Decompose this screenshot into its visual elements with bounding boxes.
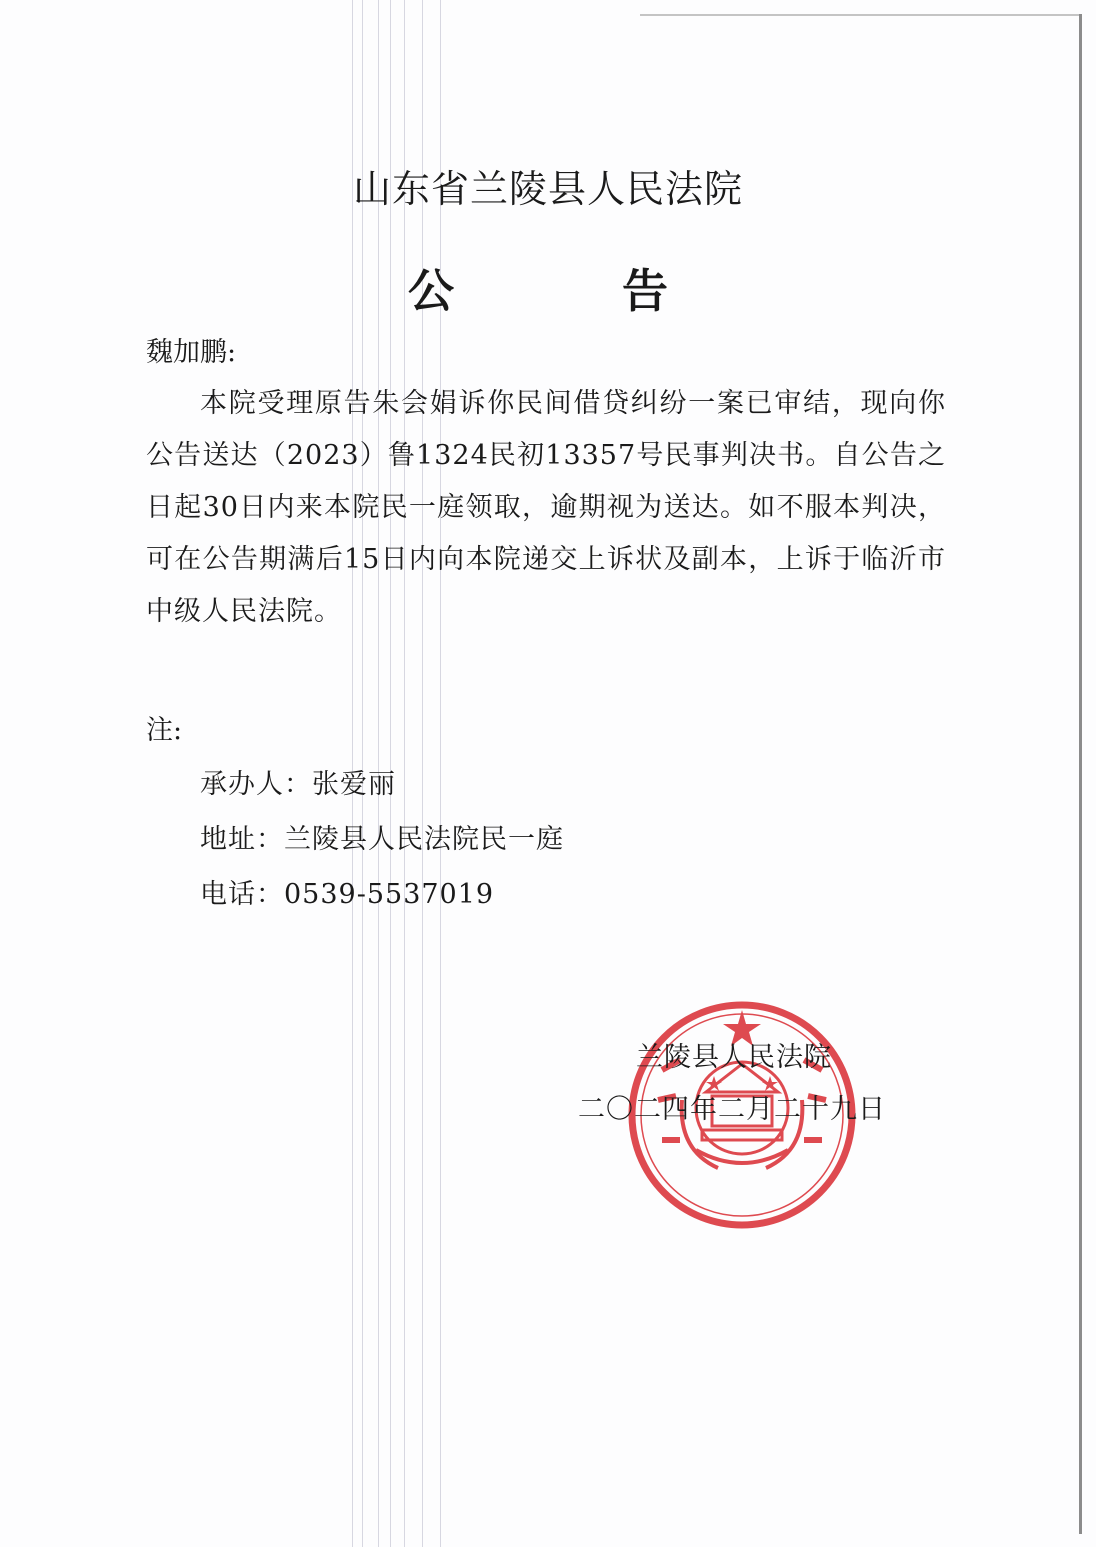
signature-court: 兰陵县人民法院 — [636, 1042, 832, 1073]
court-title: 山东省兰陵县人民法院 — [352, 167, 743, 211]
note-phone: 电话：0539-5537019 — [200, 879, 495, 910]
note-label: 注: — [146, 715, 183, 746]
signature-date: 二〇二四年二月二十九日 — [578, 1094, 886, 1125]
note-handler: 承办人：张爱丽 — [200, 769, 396, 800]
notice-body: 本院受理原告朱会娟诉你民间借贷纠纷一案已审结，现向你公告送达（2023）鲁1324民初13357号民事判决书。自公告之日起30日内来本院民一庭领取，逾期视为送达。如不服本判决，可在公告期满后15日内向本院递交上诉状及副本，上诉于临沂市中级人民法院。 — [146, 388, 946, 627]
note-address: 地址：兰陵县人民法院民一庭 — [200, 824, 564, 855]
document-title-char-2: 告 — [622, 264, 668, 318]
addressee: 魏加鹏: — [146, 337, 237, 368]
scan-edge-top — [640, 14, 1080, 16]
scan-edge-right — [1079, 14, 1082, 1534]
document-title-char-1: 公 — [408, 264, 454, 318]
document-title — [408, 255, 668, 318]
